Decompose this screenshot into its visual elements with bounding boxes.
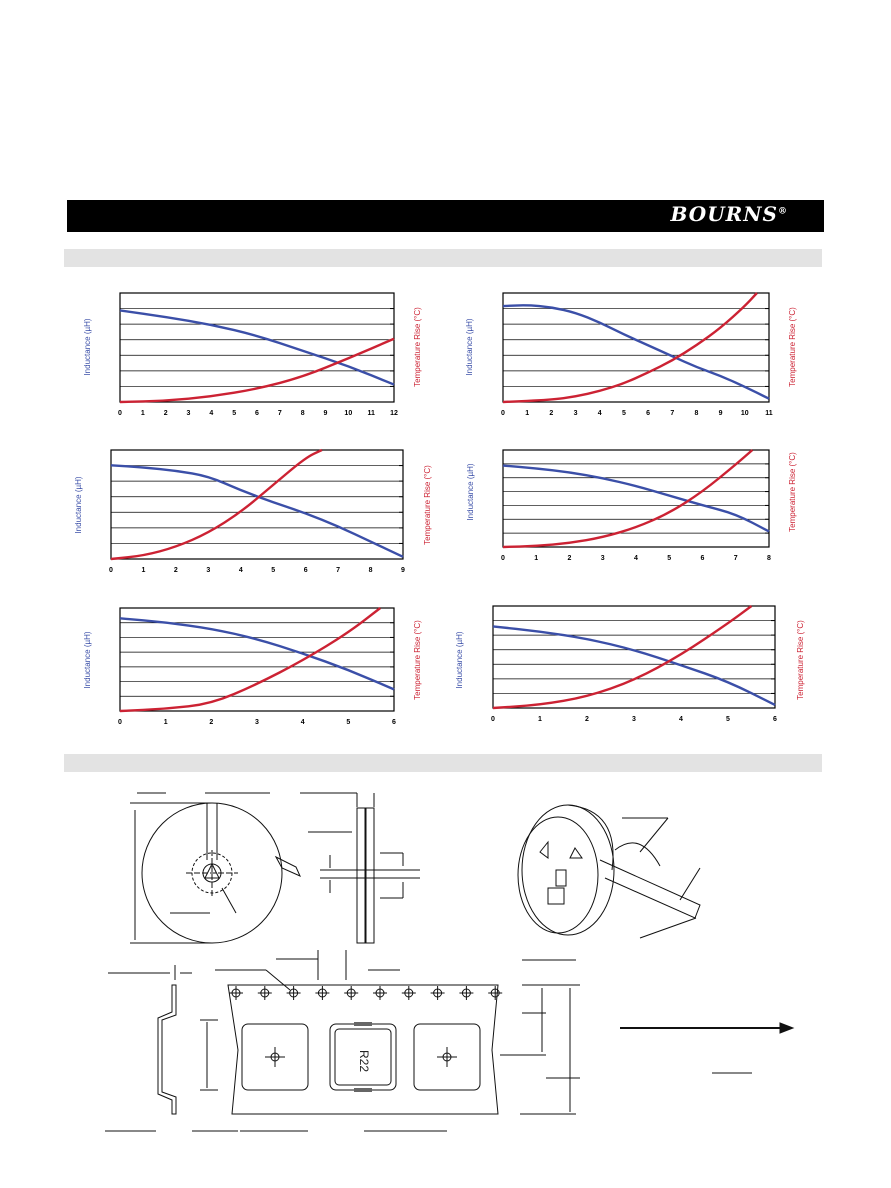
x-tick-label: 6: [255, 410, 259, 417]
x-tick-label: 6: [700, 555, 705, 562]
x-tick-label: 10: [740, 410, 749, 417]
x-tick-label: 8: [767, 555, 771, 562]
x-tick-label: 12: [390, 410, 398, 417]
y-axis-label-left: Inductance (µH): [465, 318, 474, 376]
x-tick-label: 3: [255, 719, 259, 726]
x-tick-label: 4: [634, 555, 638, 562]
y-axis-label-right: Temperature Rise (°C): [796, 620, 805, 700]
x-tick-label: 0: [491, 716, 495, 723]
x-tick-label: 4: [679, 716, 683, 723]
x-tick-label: 5: [346, 719, 351, 726]
y-axis-label-left: Inductance (µH): [83, 631, 92, 689]
x-tick-label: 9: [718, 410, 723, 417]
y-axis-label-left: Inductance (µH): [466, 463, 475, 521]
x-tick-label: 0: [118, 719, 122, 726]
reel-front-view: [130, 793, 300, 943]
x-tick-label: 2: [567, 555, 572, 562]
x-tick-label: 0: [501, 555, 505, 562]
x-tick-label: 11: [765, 410, 773, 417]
y-axis-label-right: Temperature Rise (°C): [413, 620, 422, 700]
x-tick-label: 4: [238, 567, 243, 574]
bourns-logo: BOURNS®: [670, 202, 788, 226]
x-tick-label: 2: [163, 410, 168, 417]
x-tick-label: 0: [109, 567, 113, 574]
x-tick-label: 1: [534, 555, 539, 562]
y-axis-label-left: Inductance (µH): [455, 631, 464, 689]
x-tick-label: 3: [573, 410, 578, 417]
y-axis-label-left: Inductance (µH): [83, 318, 92, 376]
x-tick-label: 10: [344, 410, 353, 417]
x-tick-label: 0: [501, 410, 505, 417]
x-tick-label: 8: [368, 567, 373, 574]
carrier-tape: [105, 950, 793, 1131]
x-tick-label: 1: [538, 716, 542, 723]
x-tick-label: 2: [585, 716, 589, 723]
x-tick-label: 11: [367, 410, 375, 417]
x-tick-label: 2: [173, 567, 178, 574]
x-tick-label: 2: [209, 719, 214, 726]
x-tick-label: 5: [726, 716, 730, 723]
x-tick-label: 8: [300, 410, 305, 417]
x-tick-label: 2: [549, 410, 554, 417]
x-tick-label: 5: [621, 410, 626, 417]
y-axis-label-right: Temperature Rise (°C): [423, 465, 432, 545]
x-tick-label: 1: [140, 410, 145, 417]
reel-side-view: [300, 793, 420, 943]
x-tick-label: 1: [525, 410, 530, 417]
x-tick-label: 0: [118, 410, 122, 417]
y-axis-label-right: Temperature Rise (°C): [788, 307, 797, 387]
x-tick-label: 7: [336, 567, 341, 574]
x-tick-label: 6: [773, 716, 777, 723]
x-tick-label: 6: [646, 410, 651, 417]
x-tick-label: 5: [232, 410, 237, 417]
x-tick-label: 5: [667, 555, 672, 562]
component-marking-text: R22: [357, 1050, 371, 1073]
x-tick-label: 3: [206, 567, 211, 574]
x-tick-label: 3: [186, 410, 191, 417]
x-tick-label: 5: [271, 567, 276, 574]
x-tick-label: 3: [600, 555, 605, 562]
x-tick-label: 4: [209, 410, 214, 417]
x-tick-label: 6: [303, 567, 308, 574]
x-tick-label: 7: [733, 555, 738, 562]
x-tick-label: 9: [401, 567, 405, 574]
x-tick-label: 3: [632, 716, 636, 723]
x-tick-label: 7: [670, 410, 675, 417]
reel-perspective-view: [518, 805, 700, 938]
x-tick-label: 8: [694, 410, 699, 417]
x-tick-label: 1: [141, 567, 146, 574]
x-tick-label: 9: [323, 410, 328, 417]
x-tick-label: 4: [300, 719, 305, 726]
x-tick-label: 7: [277, 410, 282, 417]
y-axis-label-right: Temperature Rise (°C): [788, 452, 797, 532]
y-axis-label-right: Temperature Rise (°C): [413, 307, 422, 387]
x-tick-label: 4: [597, 410, 602, 417]
y-axis-label-left: Inductance (µH): [74, 476, 83, 534]
x-tick-label: 1: [163, 719, 168, 726]
x-tick-label: 6: [392, 719, 396, 726]
